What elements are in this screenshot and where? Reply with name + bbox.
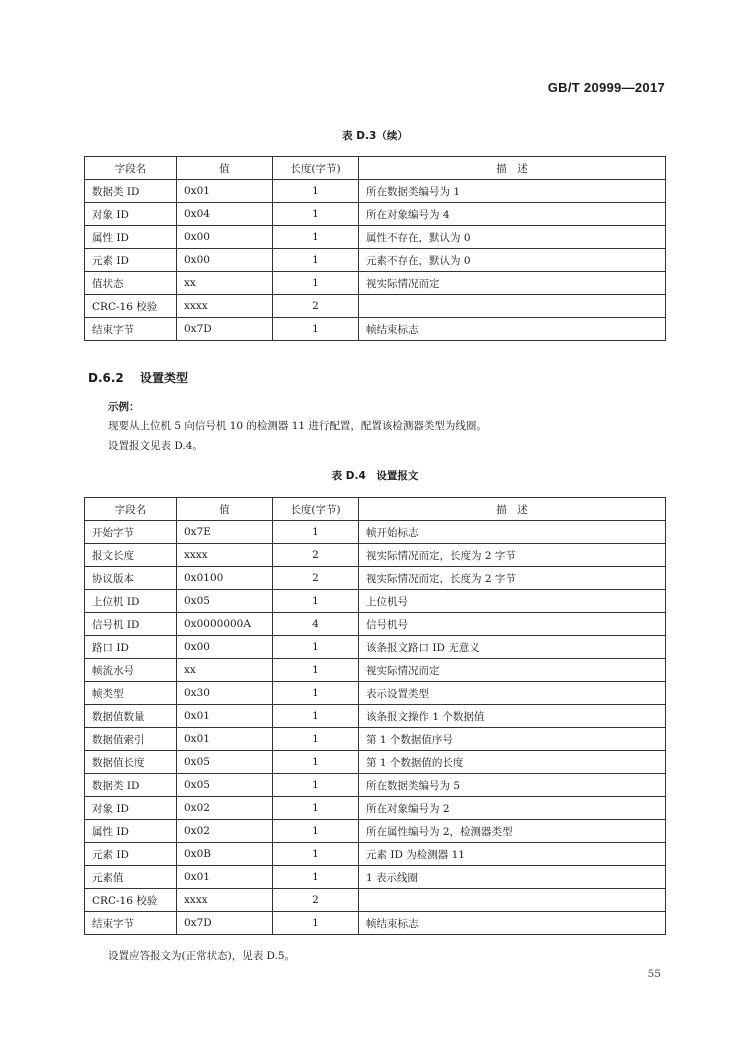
cell-value: 0x05 [177, 590, 273, 613]
table-row [85, 728, 666, 751]
table-row [85, 272, 666, 295]
cell-length: 1 [273, 682, 359, 705]
table-row [85, 521, 666, 544]
cell-description: 该条报文操作 1 个数据值 [359, 705, 666, 728]
cell-length: 1 [273, 728, 359, 751]
cell-value: 0x0000000A [177, 613, 273, 636]
table-header-row [85, 498, 666, 521]
cell-description: 1 表示线圈 [359, 866, 666, 889]
cell-description: 所在属性编号为 2，检测器类型 [359, 820, 666, 843]
standard-code: GB/T 20999—2017 [547, 80, 665, 95]
cell-value: 0x01 [177, 180, 273, 203]
cell-value: 0x01 [177, 705, 273, 728]
cell-value: 0x01 [177, 866, 273, 889]
cell-field: 对象 ID [85, 797, 177, 820]
col-header-description: 描 述 [359, 157, 666, 180]
cell-field: 帧流水号 [85, 659, 177, 682]
table-row [85, 774, 666, 797]
cell-value: 0x0B [177, 843, 273, 866]
cell-value: xx [177, 659, 273, 682]
cell-field: 信号机 ID [85, 613, 177, 636]
cell-length: 1 [273, 659, 359, 682]
cell-length: 4 [273, 613, 359, 636]
table-row [85, 295, 666, 318]
cell-length: 1 [273, 272, 359, 295]
cell-value: 0x00 [177, 226, 273, 249]
cell-field: 路口 ID [85, 636, 177, 659]
cell-field: 数据值索引 [85, 728, 177, 751]
cell-length: 1 [273, 820, 359, 843]
cell-length: 1 [273, 797, 359, 820]
table-row [85, 682, 666, 705]
table-row [85, 705, 666, 728]
table-row [85, 843, 666, 866]
cell-description: 视实际情况而定，长度为 2 字节 [359, 544, 666, 567]
col-header-length: 长度(字节) [273, 157, 359, 180]
cell-field: 元素 ID [85, 249, 177, 272]
table-row [85, 797, 666, 820]
section-number: D.6.2 [88, 371, 124, 385]
table-row [85, 180, 666, 203]
table-row [85, 820, 666, 843]
cell-value: 0x00 [177, 636, 273, 659]
cell-value: 0x30 [177, 682, 273, 705]
table-row [85, 751, 666, 774]
cell-value: 0x04 [177, 203, 273, 226]
table-row [85, 544, 666, 567]
table-row [85, 590, 666, 613]
cell-length: 1 [273, 226, 359, 249]
example-line-1: 现要从上位机 5 向信号机 10 的检测器 11 进行配置，配置该检测器类型为线圈。 [108, 420, 487, 432]
cell-description: 表示设置类型 [359, 682, 666, 705]
cell-length: 1 [273, 912, 359, 935]
cell-value: 0x7E [177, 521, 273, 544]
cell-field: 结束字节 [85, 912, 177, 935]
cell-length: 1 [273, 636, 359, 659]
col-header-value: 值 [177, 157, 273, 180]
cell-field: 元素值 [85, 866, 177, 889]
table-row [85, 226, 666, 249]
col-header-field: 字段名 [85, 498, 177, 521]
cell-value: 0x05 [177, 751, 273, 774]
cell-field: 上位机 ID [85, 590, 177, 613]
section-heading [88, 369, 188, 386]
col-header-description: 描 述 [359, 498, 666, 521]
cell-field: 帧类型 [85, 682, 177, 705]
table-d3-caption: 表 D.3（续） [342, 130, 408, 142]
cell-field: 元素 ID [85, 843, 177, 866]
cell-description: 所在数据类编号为 1 [359, 180, 666, 203]
cell-value: xx [177, 272, 273, 295]
cell-length: 1 [273, 590, 359, 613]
cell-value: 0x7D [177, 318, 273, 341]
table-row [85, 249, 666, 272]
cell-description: 第 1 个数据值的长度 [359, 751, 666, 774]
cell-field: 协议版本 [85, 567, 177, 590]
cell-length: 1 [273, 521, 359, 544]
cell-value: 0x02 [177, 797, 273, 820]
cell-length: 1 [273, 249, 359, 272]
footer-note: 设置应答报文为(正常状态)，见表 D.5。 [108, 950, 296, 962]
example-line-2: 设置报文见表 D.4。 [108, 440, 203, 452]
cell-field: 开始字节 [85, 521, 177, 544]
table-row [85, 889, 666, 912]
table-row [85, 567, 666, 590]
table-row [85, 866, 666, 889]
cell-description: 信号机号 [359, 613, 666, 636]
page-number: 55 [647, 968, 661, 980]
cell-field: 属性 ID [85, 226, 177, 249]
cell-value: xxxx [177, 544, 273, 567]
example-label: 示例： [108, 401, 140, 413]
cell-description: 所在数据类编号为 5 [359, 774, 666, 797]
cell-description: 视实际情况而定，长度为 2 字节 [359, 567, 666, 590]
col-header-length: 长度(字节) [273, 498, 359, 521]
col-header-field: 字段名 [85, 157, 177, 180]
cell-length: 1 [273, 180, 359, 203]
cell-description: 所在对象编号为 2 [359, 797, 666, 820]
table-row [85, 636, 666, 659]
table-row [85, 203, 666, 226]
cell-field: 对象 ID [85, 203, 177, 226]
table-row [85, 659, 666, 682]
col-header-value: 值 [177, 498, 273, 521]
cell-field: 数据类 ID [85, 180, 177, 203]
table-d4 [84, 497, 666, 935]
cell-value: xxxx [177, 889, 273, 912]
cell-description: 第 1 个数据值序号 [359, 728, 666, 751]
cell-value: 0x05 [177, 774, 273, 797]
cell-description: 所在对象编号为 4 [359, 203, 666, 226]
cell-description: 元素 ID 为检测器 11 [359, 843, 666, 866]
table-header-row [85, 157, 666, 180]
cell-description: 元素不存在，默认为 0 [359, 249, 666, 272]
cell-description: 视实际情况而定 [359, 659, 666, 682]
table-row [85, 613, 666, 636]
cell-field: 结束字节 [85, 318, 177, 341]
cell-length: 2 [273, 567, 359, 590]
cell-field: CRC-16 校验 [85, 295, 177, 318]
cell-description: 视实际情况而定 [359, 272, 666, 295]
table-row [85, 318, 666, 341]
cell-field: 数据类 ID [85, 774, 177, 797]
table-d4-caption: 表 D.4 设置报文 [331, 470, 419, 482]
cell-length: 1 [273, 843, 359, 866]
cell-description: 上位机号 [359, 590, 666, 613]
cell-description [359, 295, 666, 318]
cell-length: 2 [273, 889, 359, 912]
cell-value: 0x0100 [177, 567, 273, 590]
cell-value: xxxx [177, 295, 273, 318]
cell-length: 1 [273, 866, 359, 889]
cell-length: 1 [273, 705, 359, 728]
cell-length: 1 [273, 774, 359, 797]
cell-description: 该条报文路口 ID 无意义 [359, 636, 666, 659]
cell-field: 数据值数量 [85, 705, 177, 728]
cell-description: 帧开始标志 [359, 521, 666, 544]
cell-value: 0x01 [177, 728, 273, 751]
cell-field: 属性 ID [85, 820, 177, 843]
table-row [85, 912, 666, 935]
cell-length: 1 [273, 203, 359, 226]
cell-length: 1 [273, 318, 359, 341]
table-d3 [84, 156, 666, 341]
cell-description: 帧结束标志 [359, 912, 666, 935]
cell-value: 0x7D [177, 912, 273, 935]
cell-value: 0x02 [177, 820, 273, 843]
cell-field: 报文长度 [85, 544, 177, 567]
cell-length: 2 [273, 295, 359, 318]
section-title: 设置类型 [139, 371, 188, 385]
cell-field: CRC-16 校验 [85, 889, 177, 912]
cell-length: 1 [273, 751, 359, 774]
cell-value: 0x00 [177, 249, 273, 272]
cell-length: 2 [273, 544, 359, 567]
cell-description [359, 889, 666, 912]
cell-field: 数据值长度 [85, 751, 177, 774]
cell-description: 属性不存在，默认为 0 [359, 226, 666, 249]
cell-description: 帧结束标志 [359, 318, 666, 341]
cell-field: 值状态 [85, 272, 177, 295]
